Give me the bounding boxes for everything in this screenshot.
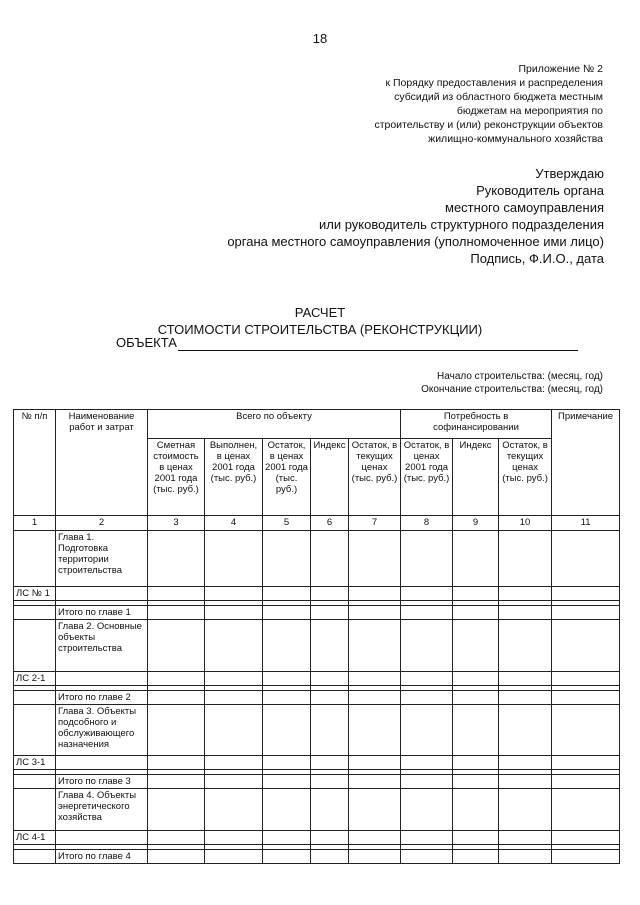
approval-line: местного самоуправления — [445, 200, 604, 215]
row-name-cell: Итого по главе 3 — [56, 775, 148, 789]
header-c4: Выполнен, в ценах 2001 года (тыс. руб.) — [205, 439, 263, 516]
object-label: ОБЪЕКТА — [116, 335, 177, 350]
header-name: Наименование работ и затрат — [56, 410, 148, 516]
row-number-cell — [14, 789, 56, 831]
value-cell — [401, 775, 453, 789]
value-cell — [311, 850, 349, 864]
value-cell — [552, 775, 620, 789]
value-cell — [401, 705, 453, 756]
annex-line: Приложение № 2 — [518, 63, 603, 75]
header-c8: Остаток, в ценах 2001 года (тыс. руб.) — [401, 439, 453, 516]
value-cell — [401, 831, 453, 845]
value-cell — [311, 531, 349, 587]
row-name-cell — [56, 587, 148, 601]
value-cell — [205, 606, 263, 620]
annex-line: бюджетам на мероприятия по — [456, 105, 603, 117]
value-cell — [263, 789, 311, 831]
annex-line: жилищно-коммунального хозяйства — [428, 133, 603, 145]
row-number-cell — [14, 531, 56, 587]
value-cell — [263, 705, 311, 756]
value-cell — [499, 775, 552, 789]
table-row — [14, 705, 620, 756]
value-cell — [453, 531, 499, 587]
header-c5: Остаток, в ценах 2001 года (тыс. руб.) — [263, 439, 311, 516]
row-number-cell — [14, 775, 56, 789]
value-cell — [311, 620, 349, 672]
row-number-cell: ЛС 2-1 — [14, 672, 56, 686]
construction-end: Окончание строительства: (месяц, год) — [421, 384, 603, 395]
table-row — [14, 850, 620, 864]
value-cell — [148, 705, 205, 756]
value-cell — [263, 775, 311, 789]
value-cell — [499, 756, 552, 770]
page-number: 18 — [312, 31, 328, 46]
object-name-underline — [178, 350, 578, 351]
value-cell — [499, 831, 552, 845]
value-cell — [453, 691, 499, 705]
value-cell — [148, 620, 205, 672]
value-cell — [263, 531, 311, 587]
value-cell — [349, 606, 401, 620]
header-total-group: Всего по объекту — [148, 410, 401, 439]
value-cell — [263, 587, 311, 601]
value-cell — [311, 587, 349, 601]
value-cell — [401, 620, 453, 672]
value-cell — [453, 775, 499, 789]
row-number-cell: ЛС № 1 — [14, 587, 56, 601]
annex-block — [303, 62, 603, 146]
value-cell — [148, 775, 205, 789]
value-cell — [552, 606, 620, 620]
value-cell — [349, 620, 401, 672]
col-number: 2 — [56, 516, 148, 531]
value-cell — [552, 705, 620, 756]
value-cell — [263, 850, 311, 864]
value-cell — [552, 789, 620, 831]
construction-start: Начало строительства: (месяц, год) — [437, 371, 603, 382]
value-cell — [148, 850, 205, 864]
col-number: 7 — [349, 516, 401, 531]
row-number-cell — [14, 705, 56, 756]
value-cell — [311, 756, 349, 770]
value-cell — [401, 531, 453, 587]
row-name-cell — [56, 756, 148, 770]
value-cell — [401, 789, 453, 831]
col-number: 5 — [263, 516, 311, 531]
row-name-cell: Итого по главе 4 — [56, 850, 148, 864]
row-name-cell: Глава 2. Основные объекты строительства — [56, 620, 148, 672]
value-cell — [349, 789, 401, 831]
value-cell — [205, 789, 263, 831]
value-cell — [148, 789, 205, 831]
header-need-group: Потребность в софинансировании — [401, 410, 552, 439]
row-number-cell: ЛС 4-1 — [14, 831, 56, 845]
approval-line: органа местного самоуправления (уполномоченное ими лицо) — [227, 234, 604, 249]
value-cell — [205, 691, 263, 705]
value-cell — [349, 587, 401, 601]
value-cell — [401, 756, 453, 770]
value-cell — [205, 850, 263, 864]
row-number-cell — [14, 850, 56, 864]
value-cell — [205, 672, 263, 686]
header-c3: Сметная стоимость в ценах 2001 года (тыс. руб.) — [148, 439, 205, 516]
value-cell — [453, 705, 499, 756]
row-name-cell: Глава 4. Объекты энергетического хозяйства — [56, 789, 148, 831]
row-name-cell: Итого по главе 1 — [56, 606, 148, 620]
approval-line: Утверждаю — [535, 166, 604, 181]
value-cell — [263, 756, 311, 770]
value-cell — [499, 691, 552, 705]
row-number-cell — [14, 606, 56, 620]
row-name-cell — [56, 672, 148, 686]
value-cell — [401, 606, 453, 620]
value-cell — [263, 672, 311, 686]
value-cell — [263, 691, 311, 705]
value-cell — [349, 831, 401, 845]
value-cell — [552, 620, 620, 672]
value-cell — [349, 531, 401, 587]
value-cell — [263, 831, 311, 845]
construction-dates — [421, 370, 603, 396]
value-cell — [205, 620, 263, 672]
value-cell — [552, 531, 620, 587]
value-cell — [263, 606, 311, 620]
title-line-2: СТОИМОСТИ СТРОИТЕЛЬСТВА (РЕКОНСТРУКЦИИ) — [157, 322, 483, 337]
value-cell — [552, 672, 620, 686]
value-cell — [499, 531, 552, 587]
value-cell — [552, 756, 620, 770]
value-cell — [205, 705, 263, 756]
header-c10: Остаток, в текущих ценах (тыс. руб.) — [499, 439, 552, 516]
value-cell — [148, 587, 205, 601]
value-cell — [453, 850, 499, 864]
value-cell — [263, 620, 311, 672]
row-name-cell: Глава 1. Подготовка территории строительства — [56, 531, 148, 587]
col-number: 1 — [14, 516, 56, 531]
table-row — [14, 756, 620, 770]
row-name-cell — [56, 831, 148, 845]
value-cell — [499, 850, 552, 864]
header-c7: Остаток, в текущих ценах (тыс. руб.) — [349, 439, 401, 516]
approval-line: или руководитель структурного подразделения — [319, 217, 604, 232]
header-num: № п/п — [14, 410, 56, 516]
value-cell — [148, 756, 205, 770]
value-cell — [499, 705, 552, 756]
col-number: 6 — [311, 516, 349, 531]
value-cell — [349, 850, 401, 864]
value-cell — [401, 587, 453, 601]
value-cell — [349, 756, 401, 770]
value-cell — [453, 789, 499, 831]
col-number: 3 — [148, 516, 205, 531]
value-cell — [205, 587, 263, 601]
value-cell — [311, 672, 349, 686]
annex-line: субсидий из областного бюджета местным — [394, 91, 603, 103]
row-name-cell: Итого по главе 2 — [56, 691, 148, 705]
value-cell — [311, 831, 349, 845]
title-line-1: РАСЧЕТ — [294, 305, 346, 320]
table-row — [14, 587, 620, 601]
value-cell — [349, 691, 401, 705]
value-cell — [205, 831, 263, 845]
value-cell — [205, 756, 263, 770]
approval-line: Руководитель органа — [476, 183, 604, 198]
col-number: 8 — [401, 516, 453, 531]
document-title — [0, 304, 640, 338]
value-cell — [552, 691, 620, 705]
value-cell — [148, 606, 205, 620]
header-note: Примечание — [552, 410, 620, 516]
value-cell — [349, 775, 401, 789]
table-row — [14, 775, 620, 789]
value-cell — [499, 789, 552, 831]
value-cell — [499, 672, 552, 686]
row-name-cell: Глава 3. Объекты подсобного и обслуживающего назначения — [56, 705, 148, 756]
table-row — [14, 831, 620, 845]
value-cell — [453, 672, 499, 686]
value-cell — [453, 606, 499, 620]
value-cell — [311, 775, 349, 789]
value-cell — [552, 587, 620, 601]
header-c6: Индекс — [311, 439, 349, 516]
col-number: 9 — [453, 516, 499, 531]
value-cell — [453, 831, 499, 845]
value-cell — [349, 672, 401, 686]
cost-table — [13, 409, 620, 864]
value-cell — [552, 831, 620, 845]
header-c9: Индекс — [453, 439, 499, 516]
value-cell — [401, 850, 453, 864]
row-number-cell: ЛС 3-1 — [14, 756, 56, 770]
row-number-cell — [14, 691, 56, 705]
table-row — [14, 620, 620, 672]
value-cell — [349, 705, 401, 756]
col-number: 4 — [205, 516, 263, 531]
table-row — [14, 691, 620, 705]
approval-block — [144, 165, 604, 267]
value-cell — [552, 850, 620, 864]
table-row — [14, 789, 620, 831]
value-cell — [148, 831, 205, 845]
value-cell — [311, 691, 349, 705]
value-cell — [401, 691, 453, 705]
value-cell — [205, 775, 263, 789]
value-cell — [453, 756, 499, 770]
value-cell — [401, 672, 453, 686]
value-cell — [148, 691, 205, 705]
value-cell — [499, 620, 552, 672]
annex-line: строительству и (или) реконструкции объектов — [374, 119, 603, 131]
value-cell — [205, 531, 263, 587]
value-cell — [311, 606, 349, 620]
value-cell — [148, 531, 205, 587]
annex-line: к Порядку предоставления и распределения — [385, 77, 603, 89]
value-cell — [311, 705, 349, 756]
row-number-cell — [14, 620, 56, 672]
table-row — [14, 531, 620, 587]
value-cell — [453, 587, 499, 601]
value-cell — [499, 606, 552, 620]
col-number: 11 — [552, 516, 620, 531]
table-row — [14, 672, 620, 686]
value-cell — [311, 789, 349, 831]
value-cell — [499, 587, 552, 601]
col-number: 10 — [499, 516, 552, 531]
value-cell — [148, 672, 205, 686]
table-row — [14, 606, 620, 620]
approval-line: Подпись, Ф.И.О., дата — [470, 251, 604, 266]
value-cell — [453, 620, 499, 672]
